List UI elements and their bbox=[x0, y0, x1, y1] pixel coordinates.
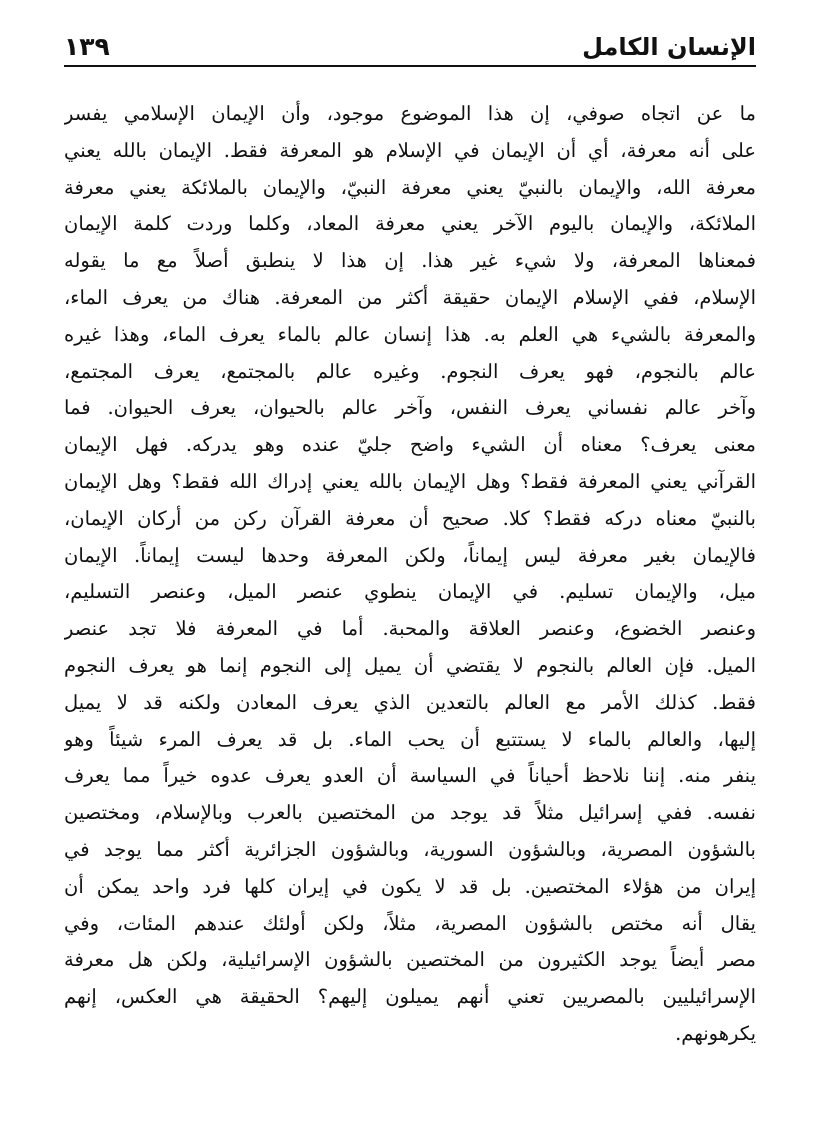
page-number: ١٣٩ bbox=[64, 32, 110, 61]
text-line: ما عن اتجاه صوفي، إن هذا الموضوع موجود، وأن الإيمان الإسلامي يفسر bbox=[64, 102, 756, 125]
text-line: وعنصر الخضوع، وعنصر العلاقة والمحبة. أما في المعرفة فلا تجد عنصر bbox=[64, 617, 756, 641]
text-line: فمعناها المعرفة، ولا شيء غير هذا. إن هذا لا ينطبق أصلاً مع ما يقوله bbox=[64, 249, 756, 273]
text-line: وآخر عالم نفساني يعرف النفس، وآخر عالم بالحيوان، يعرف الحيوان. فما bbox=[64, 396, 756, 420]
text-line: إليها، والعالم بالماء لا يستتبع أن يحب الماء. بل قد يعرف المرء شيئاً وهو bbox=[64, 727, 756, 751]
body-text bbox=[64, 96, 756, 1053]
text-line: فالإيمان بغير معرفة ليس إيماناً، ولكن المعرفة وحدها ليست إيماناً. الإيمان bbox=[64, 543, 756, 567]
text-line: معنى يعرف؟ معناه أن الشيء واضح جليّ عنده وهو يدركه. فهل الإيمان bbox=[64, 433, 756, 457]
text-line: مصر أيضاً يوجد الكثيرون من المختصين بالشؤون الإسرائيلية، ولكن هل معرفة bbox=[64, 948, 756, 972]
text-line: إيران من هؤلاء المختصين. بل قد لا يكون في إيران كلها فرد واحد يمكن أن bbox=[64, 874, 756, 898]
text-line: الإسلام، ففي الإسلام الإيمان حقيقة أكثر من المعرفة. هناك من يعرف الماء، bbox=[64, 285, 756, 309]
text-line: ميل، والإيمان تسليم. في الإيمان ينطوي عنصر الميل، وعنصر التسليم، bbox=[64, 580, 756, 604]
text-line: يكرهونهم. bbox=[675, 1021, 756, 1045]
text-line: الإسرائيليين بالمصريين تعني أنهم يميلون إليهم؟ الحقيقة هي العكس، إنهم bbox=[64, 985, 756, 1009]
text-line: بالنبيّ معناه دركه فقط؟ كلا. صحيح أن معرفة القرآن ركن من أركان الإيمان، bbox=[64, 506, 756, 530]
text-line: يقال أنه مختص بالشؤون المصرية، مثلاً، ولكن أولئك عندهم المئات، وفي bbox=[64, 911, 756, 935]
text-line: والمعرفة بالشيء هي العلم به. هذا إنسان عالم بالماء يعرف الماء، وهذا غيره bbox=[64, 322, 756, 346]
text-line: عالم بالنجوم، فهو يعرف النجوم. وغيره عالم بالمجتمع، يعرف المجتمع، bbox=[64, 359, 756, 383]
running-title: الإنسان الكامل bbox=[582, 33, 756, 61]
text-line: القرآني يعني المعرفة فقط؟ وهل الإيمان بالله يعني إدراك الله فقط؟ وهل الإيمان bbox=[64, 469, 756, 493]
page-header bbox=[64, 28, 756, 62]
text-line: معرفة الله، والإيمان بالنبيّ يعني معرفة النبيّ، والإيمان بالملائكة يعني معرفة bbox=[64, 175, 756, 199]
text-line: بالشؤون المصرية، وبالشؤون السورية، وبالشؤون الجزائرية أكثر مما يوجد في bbox=[64, 837, 756, 861]
text-line: ينفر منه. إننا نلاحظ أحياناً في السياسة أن العدو يعرف عدوه خيراً مما يعرف bbox=[64, 764, 756, 788]
header-rule bbox=[64, 65, 756, 67]
text-line: فقط. كذلك الأمر مع العالم بالتعدين الذي يعرف المعادن ولكنه قد لا يميل bbox=[64, 690, 756, 714]
text-line: الملائكة، والإيمان باليوم الآخر يعني معرفة المعاد، وكلما وردت كلمة الإيمان bbox=[64, 212, 756, 236]
text-line: الميل. فإن العالم بالنجوم لا يقتضي أن يميل إلى النجوم إنما هو يعرف النجوم bbox=[64, 653, 756, 677]
text-line: نفسه. ففي إسرائيل مثلاً قد يوجد من المختصين بالعرب وبالإسلام، ومختصين bbox=[64, 801, 756, 825]
text-line: على أنه معرفة، أي أن الإيمان في الإسلام هو المعرفة فقط. الإيمان بالله يعني bbox=[64, 138, 756, 162]
